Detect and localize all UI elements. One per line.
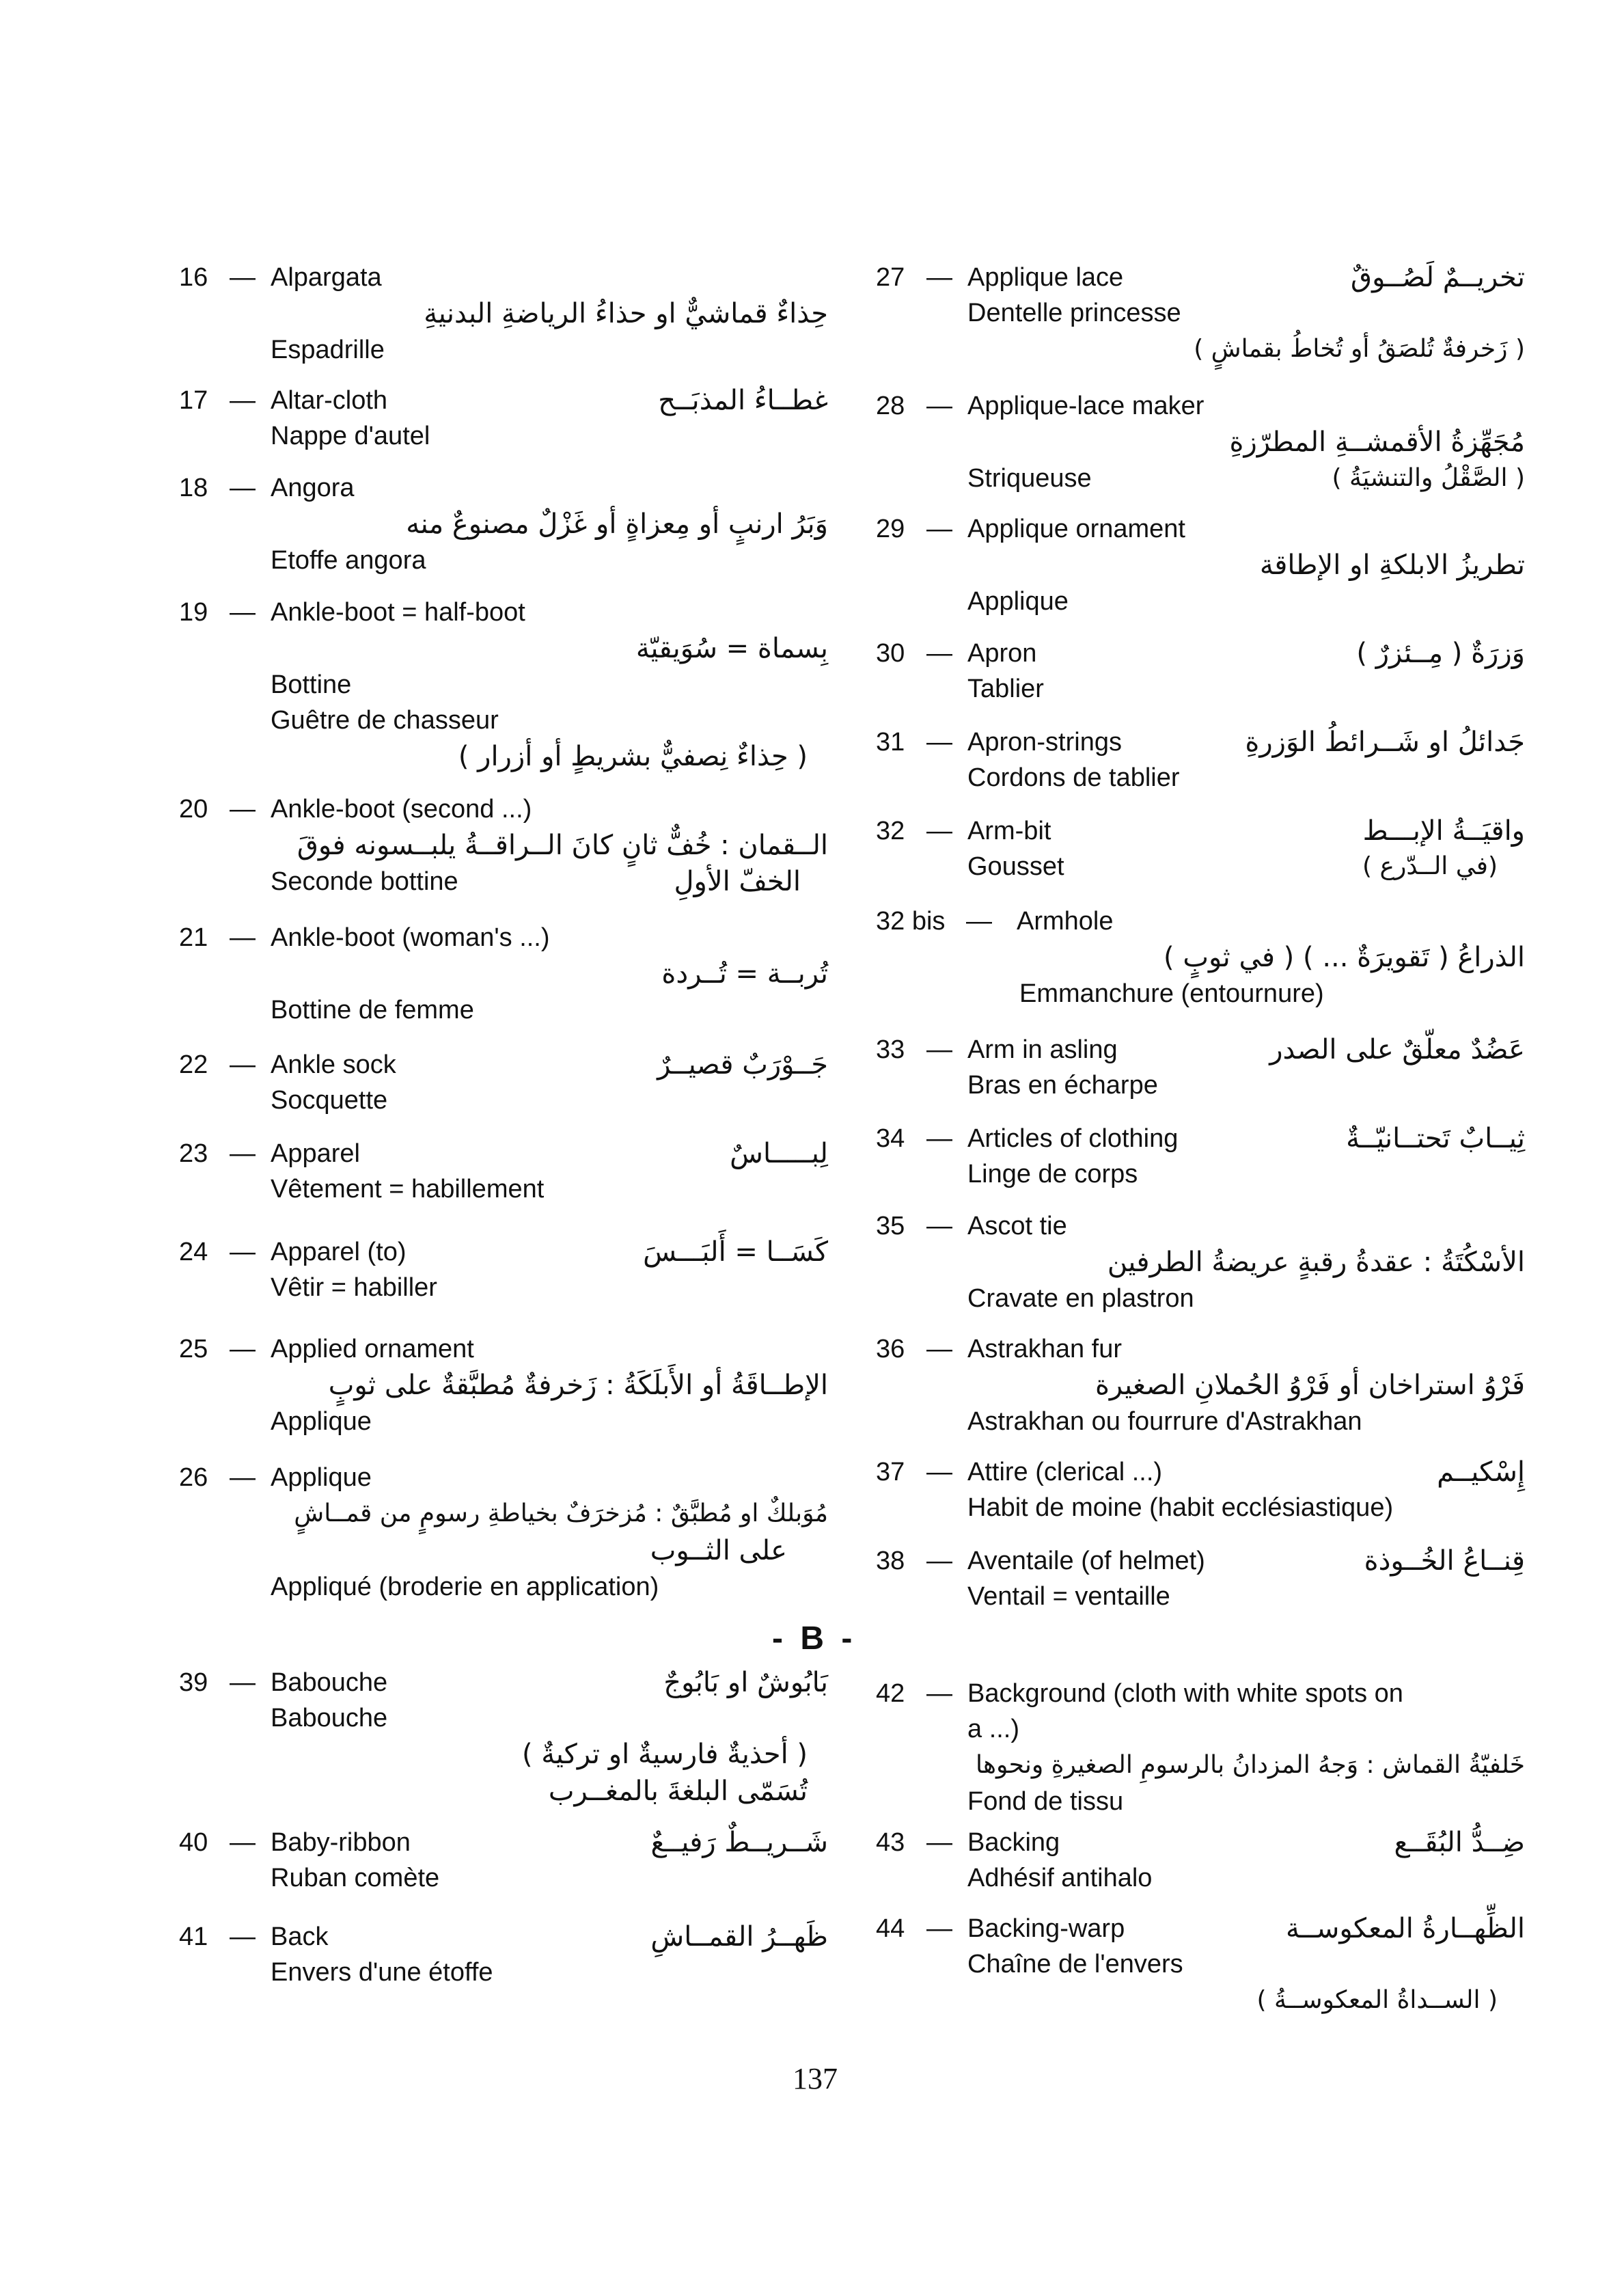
- entry-headword: Angora: [271, 474, 355, 502]
- entry-headword: Attire (clerical ...): [967, 1458, 1163, 1486]
- entry-french: Ruban comète: [271, 1864, 440, 1892]
- entry-french: Vêtement = habillement: [271, 1175, 545, 1204]
- entry-27: 27 — Applique lace تخريــمٌ لَصُــوقٌ Dentelle princesse ( زَخرفةٌ تُلصَقُ أو تُخاطُ بقماشٍ ): [876, 260, 1525, 368]
- entry-arabic-2: ( أحذيةٌ فارسيةٌ او تركيةٌ ): [521, 1739, 808, 1770]
- entry-headword: Armhole: [1017, 907, 1114, 936]
- entry-headword: Arm-bit: [967, 817, 1051, 845]
- entry-number: 32: [876, 817, 905, 845]
- entry-french: Bottine: [271, 670, 352, 699]
- entry-number: 21: [179, 923, 208, 952]
- entry-32: 32 — Arm-bit واقيَــةُ الإبـــط Gousset (في الــدّرع ): [876, 813, 1525, 884]
- entry-arabic-3: تُسَمّى البلغةَ بالمغــرب: [548, 1776, 808, 1807]
- entry-number: 24: [179, 1238, 208, 1266]
- entry-number: 42: [876, 1679, 905, 1708]
- entry-number: 44: [876, 1914, 905, 1943]
- entry-number: 23: [179, 1139, 208, 1168]
- entry-headword: Baby-ribbon: [271, 1828, 411, 1857]
- entry-french: Babouche: [271, 1704, 388, 1732]
- entry-23: 23 — Apparel لِبـــــاسٌ Vêtement = habillement: [179, 1136, 828, 1207]
- entry-number: 38: [876, 1547, 905, 1575]
- entry-arabic: قِنــاعُ الخُــوذة: [1364, 1545, 1525, 1577]
- entry-number: 34: [876, 1124, 905, 1153]
- entry-headword: Apron-strings: [967, 728, 1122, 757]
- entry-arabic: مُجَهِّزةُ الأقمشــةِ المطرّزةِ: [1229, 426, 1525, 458]
- entry-29: 29 — Applique ornament تطريزُ الابلكةِ او الإطاقة Applique: [876, 511, 1525, 619]
- entry-french: Dentelle princesse: [967, 299, 1181, 327]
- entry-number: 18: [179, 474, 208, 502]
- entry-number: 22: [179, 1050, 208, 1079]
- entry-arabic: ثِيــابٌ تَحتــانيّــةٌ: [1346, 1123, 1525, 1154]
- entry-headword: Back: [271, 1922, 329, 1951]
- entry-french: Nappe d'autel: [271, 422, 430, 450]
- entry-arabic: تُربــة = تُــردة: [661, 958, 828, 990]
- entry-18: 18 — Angora وَبَرُ ارنبٍ أو مِعزاةٍ أو غَزْلٌ مصنوعٌ منه Etoffe angora: [179, 470, 828, 578]
- entry-french: Envers d'une étoffe: [271, 1958, 493, 1987]
- entry-arabic: كَسَــا = أَلبَـــسَ: [643, 1236, 828, 1268]
- entry-17: 17 — Altar-cloth غطــاءُ المذبَــح Nappe d'autel: [179, 383, 828, 454]
- entry-number: 25: [179, 1335, 208, 1363]
- entry-22: 22 — Ankle sock جَــوْرَبٌ قصيــرٌ Socquette: [179, 1047, 828, 1118]
- entry-headword: Applique ornament: [967, 515, 1185, 543]
- entry-french: Socquette: [271, 1086, 388, 1115]
- entry-arabic-2: (في الــدّرع ): [1362, 852, 1498, 880]
- entry-headword-2: a ...): [967, 1715, 1020, 1743]
- entry-french: Vêtir = habiller: [271, 1273, 437, 1302]
- entry-35: 35 — Ascot tie الأسْكُتَةُ : عقدةُ رقبةٍ عريضةُ الطرفين Cravate en plastron: [876, 1208, 1525, 1316]
- entry-headword: Applique: [271, 1463, 372, 1492]
- entry-number: 41: [179, 1922, 208, 1951]
- entry-headword: Altar-cloth: [271, 386, 388, 415]
- entry-headword: Applique-lace maker: [967, 392, 1205, 420]
- entry-french: Astrakhan ou fourrure d'Astrakhan: [967, 1407, 1362, 1436]
- entry-arabic-2: ( زَخرفةٌ تُلصَقُ أو تُخاطُ بقماشٍ ): [1194, 335, 1525, 363]
- entry-number: 33: [876, 1035, 905, 1064]
- entry-26: 26 — Applique مُوَبلكٌ او مُطبَّقٌ : مُزخرَفٌ بخياطةِ رسومٍ من قمــاشٍ على الثــوب Appliqué (broderie en application): [179, 1460, 828, 1605]
- entry-french: Emmanchure (entournure): [1019, 979, 1324, 1008]
- entry-number: 36: [876, 1335, 905, 1363]
- entry-headword: Applique lace: [967, 263, 1124, 292]
- entry-headword: Ankle-boot = half-boot: [271, 598, 525, 627]
- entry-40: 40 — Baby-ribbon شَــريــطٌ رَفيــعٌ Ruban comète: [179, 1825, 828, 1896]
- entry-french: Chaîne de l'envers: [967, 1950, 1183, 1979]
- entry-arabic: واقيَــةُ الإبـــط: [1362, 815, 1525, 847]
- entry-headword: Alpargata: [271, 263, 382, 292]
- entry-french: Cravate en plastron: [967, 1284, 1194, 1313]
- entry-21: 21 — Ankle-boot (woman's ...) تُربــة = تُــردة Bottine de femme: [179, 920, 828, 1028]
- entry-31: 31 — Apron-strings جَدائلُ او شَــرائطُ الوَزرةِ Cordons de tablier: [876, 724, 1525, 796]
- entry-headword: Articles of clothing: [967, 1124, 1179, 1153]
- entry-arabic: الأسْكُتَةُ : عقدةُ رقبةٍ عريضةُ الطرفين: [1107, 1247, 1525, 1278]
- entry-headword: Ascot tie: [967, 1212, 1067, 1240]
- entry-arabic: وَبَرُ ارنبٍ أو مِعزاةٍ أو غَزْلٌ مصنوعٌ منه: [406, 508, 828, 540]
- entry-french: Bras en écharpe: [967, 1071, 1158, 1100]
- entry-number: 27: [876, 263, 905, 292]
- entry-number: 30: [876, 639, 905, 668]
- entry-arabic-2: الخفّ الأولِ: [674, 866, 801, 897]
- entry-arabic: بَابُوشٌ او بَابُوجٌ: [663, 1667, 828, 1698]
- entry-39: 39 — Babouche بَابُوشٌ او بَابُوجٌ Babouche ( أحذيةٌ فارسيةٌ او تركيةٌ ) تُسَمّى البلغةَ بالمغــرب: [179, 1665, 828, 1810]
- entry-arabic: عَضُدٌ معلّقٌ على الصدر: [1269, 1034, 1525, 1065]
- entry-43: 43 — Backing ضِــدُّ البُقَــع Adhésif antihalo: [876, 1825, 1525, 1896]
- entry-headword: Babouche: [271, 1668, 388, 1697]
- entry-headword: Astrakhan fur: [967, 1335, 1122, 1363]
- entry-headword: Apparel: [271, 1139, 360, 1168]
- entry-arabic-2: ( الســداةُ المعكوســةُ ): [1256, 1986, 1498, 2014]
- entry-arabic: جَدائلُ او شَــرائطُ الوَزرةِ: [1245, 726, 1525, 758]
- entry-37: 37 — Attire (clerical ...) إِسْكيــم Habit de moine (habit ecclésiastique): [876, 1454, 1525, 1525]
- entry-20: 20 — Ankle-boot (second ...) الــقمان : خُفٌّ ثانٍ كانَ الــراقــةُ يلبــسونه فوقَ Seconde bottine الخفّ الأولِ: [179, 791, 828, 899]
- entry-arabic: ضِــدُّ البُقَــع: [1394, 1827, 1525, 1858]
- entry-32bis: 32 bis — Armhole الذراعُ ( تَقويرَةٌ ... ) ( في ثوبٍ ) Emmanchure (entournure): [876, 903, 1525, 1011]
- entry-headword: Backing-warp: [967, 1914, 1125, 1943]
- entry-french: Gousset (في الــدّرع ): [876, 849, 1525, 884]
- entry-34: 34 — Articles of clothing ثِيــابٌ تَحتــانيّــةٌ Linge de corps: [876, 1121, 1525, 1192]
- entry-24: 24 — Apparel (to) كَسَــا = أَلبَـــسَ Vêtir = habiller: [179, 1234, 828, 1305]
- entry-25: 25 — Applied ornament الإطــاقَةُ أو الأَبلَكَةُ : زَخرفةٌ مُطبَّقةٌ على ثوبٍ Applique: [179, 1331, 828, 1439]
- entry-arabic: بِسماة = سُوَيقيّة: [635, 633, 828, 664]
- entry-arabic: وَزرَةٌ ( مِــئزرٌ ): [1356, 638, 1525, 669]
- entry-french: Ventail = ventaille: [967, 1582, 1170, 1611]
- entry-headword: Backing: [967, 1828, 1060, 1857]
- entry-number: 35: [876, 1212, 905, 1240]
- entry-arabic: لِبـــــاسٌ: [730, 1138, 828, 1169]
- entry-number: 19: [179, 598, 208, 627]
- entry-arabic-2: ( الصَّقْلُ والتنشيَةُ ): [1332, 464, 1525, 492]
- entry-arabic: شَــريــطٌ رَفيــعٌ: [650, 1827, 828, 1858]
- entry-41: 41 — Back ظَهــرُ القمــاشِ Envers d'une étoffe: [179, 1919, 828, 1990]
- entry-arabic: إِسْكيــم: [1437, 1456, 1525, 1488]
- entry-headword: Background (cloth with white spots on: [967, 1679, 1403, 1708]
- entry-number: 43: [876, 1828, 905, 1857]
- entry-arabic: تخريــمٌ لَصُــوقٌ: [1351, 262, 1525, 293]
- entry-french: Applique: [967, 587, 1069, 616]
- entry-number: 37: [876, 1458, 905, 1486]
- entry-french: Tablier: [967, 675, 1044, 703]
- entry-arabic: الإطــاقَةُ أو الأَبلَكَةُ : زَخرفةٌ مُطبَّقةٌ على ثوبٍ: [328, 1370, 828, 1401]
- entry-16: 16 — Alpargata حِذاءٌ قماشيٌّ او حذاءُ الرياضةِ البدنيةِ Espadrille: [179, 260, 828, 368]
- entry-44: 44 — Backing-warp الظِّهــارةُ المعكوســة Chaîne de l'envers ( الســداةُ المعكوســةُ ): [876, 1911, 1525, 2019]
- entry-number: 28: [876, 392, 905, 420]
- entry-arabic: الظِّهــارةُ المعكوســة: [1285, 1913, 1525, 1944]
- entry-38: 38 — Aventaile (of helmet) قِنــاعُ الخُــوذة Ventail = ventaille: [876, 1543, 1525, 1614]
- entry-french: Adhésif antihalo: [967, 1864, 1153, 1892]
- entry-19: 19 — Ankle-boot = half-boot بِسماة = سُوَيقيّة Bottine Guêtre de chasseur ( حِذاءٌ نِصفيٌّ بشريطٍ أو أزرار ): [179, 595, 828, 775]
- entry-number: 16: [179, 263, 208, 292]
- entry-36: 36 — Astrakhan fur فَرْوُ استراخان أو فَرْوُ الحُملانِ الصغيرة Astrakhan ou fourrure d'Astrakhan: [876, 1331, 1525, 1439]
- entry-arabic: ظَهــرُ القمــاشِ: [650, 1921, 828, 1953]
- entry-arabic: الــقمان : خُفٌّ ثانٍ كانَ الــراقــةُ يلبــسونه فوقَ: [297, 830, 828, 861]
- entry-headword: Apron: [967, 639, 1037, 668]
- entry-arabic: مُوَبلكٌ او مُطبَّقٌ : مُزخرَفٌ بخياطةِ رسومٍ من قمــاشٍ: [294, 1499, 828, 1527]
- entry-number: 39: [179, 1668, 208, 1697]
- entry-33: 33 — Arm in asling عَضُدٌ معلّقٌ على الصدر Bras en écharpe: [876, 1032, 1525, 1103]
- entry-headword: Ankle-boot (woman's ...): [271, 923, 550, 952]
- entry-30: 30 — Apron وَزرَةٌ ( مِــئزرٌ ) Tablier: [876, 636, 1525, 707]
- section-letter-heading: - B -: [772, 1620, 857, 1657]
- entry-number: 20: [179, 795, 208, 824]
- entry-french-2: Guêtre de chasseur: [271, 706, 499, 735]
- entry-number: 17: [179, 386, 208, 415]
- entry-french: Applique: [271, 1407, 372, 1436]
- entry-headword: Apparel (to): [271, 1238, 407, 1266]
- page-number: 137: [793, 2062, 838, 2095]
- entry-french: Fond de tissu: [967, 1787, 1124, 1816]
- entry-french: Appliqué (broderie en application): [271, 1573, 659, 1601]
- entry-french: Bottine de femme: [271, 996, 474, 1024]
- entry-arabic: خَلفيّةُ القماش : وَجهُ المزدانُ بالرسومِ الصغيرةِ ونحوها: [976, 1751, 1525, 1779]
- entry-french: Etoffe angora: [271, 546, 426, 575]
- entry-french: Habit de moine (habit ecclésiastique): [967, 1493, 1394, 1522]
- entry-arabic-2: على الثــوب: [650, 1535, 787, 1566]
- entry-headword: Applied ornament: [271, 1335, 474, 1363]
- entry-headword: Ankle-boot (second ...): [271, 795, 532, 824]
- entry-arabic: غطــاءُ المذبَــح: [658, 385, 828, 416]
- entry-headword: Aventaile (of helmet): [967, 1547, 1205, 1575]
- entry-arabic-2: ( حِذاءٌ نِصفيٌّ بشريطٍ أو أزرار ): [458, 741, 808, 772]
- entry-42: 42 — Background (cloth with white spots on a ...) خَلفيّةُ القماش : وَجهُ المزدانُ بالرسومِ الصغيرةِ ونحوها Fond de tissu: [876, 1676, 1525, 1819]
- entry-french: Cordons de tablier: [967, 763, 1180, 792]
- entry-french: Striqueuse ( الصَّقْلُ والتنشيَةُ ): [876, 461, 1525, 496]
- entry-arabic: جَــوْرَبٌ قصيــرٌ: [657, 1049, 828, 1080]
- entry-number: 26: [179, 1463, 208, 1492]
- entry-number: 31: [876, 728, 905, 757]
- entry-headword: Ankle sock: [271, 1050, 396, 1079]
- entry-arabic: الذراعُ ( تَقويرَةٌ ... ) ( في ثوبٍ ): [1164, 942, 1525, 973]
- entry-number: 29: [876, 515, 905, 543]
- entry-french: Espadrille: [271, 336, 385, 364]
- entry-arabic: حِذاءٌ قماشيٌّ او حذاءُ الرياضةِ البدنيةِ: [424, 298, 828, 329]
- entry-arabic: فَرْوُ استراخان أو فَرْوُ الحُملانِ الصغيرة: [1095, 1370, 1525, 1401]
- entry-number: 32 bis: [876, 907, 946, 936]
- entry-arabic: تطريزُ الابلكةِ او الإطاقة: [1259, 549, 1525, 581]
- entry-headword: Arm in asling: [967, 1035, 1118, 1064]
- entry-28: 28 — Applique-lace maker مُجَهِّزةُ الأقمشــةِ المطرّزةِ Striqueuse ( الصَّقْلُ والتنشيَةُ ): [876, 388, 1525, 496]
- entry-french: Linge de corps: [967, 1160, 1138, 1188]
- entry-french: Seconde bottine الخفّ الأولِ: [179, 864, 828, 899]
- entry-number: 40: [179, 1828, 208, 1857]
